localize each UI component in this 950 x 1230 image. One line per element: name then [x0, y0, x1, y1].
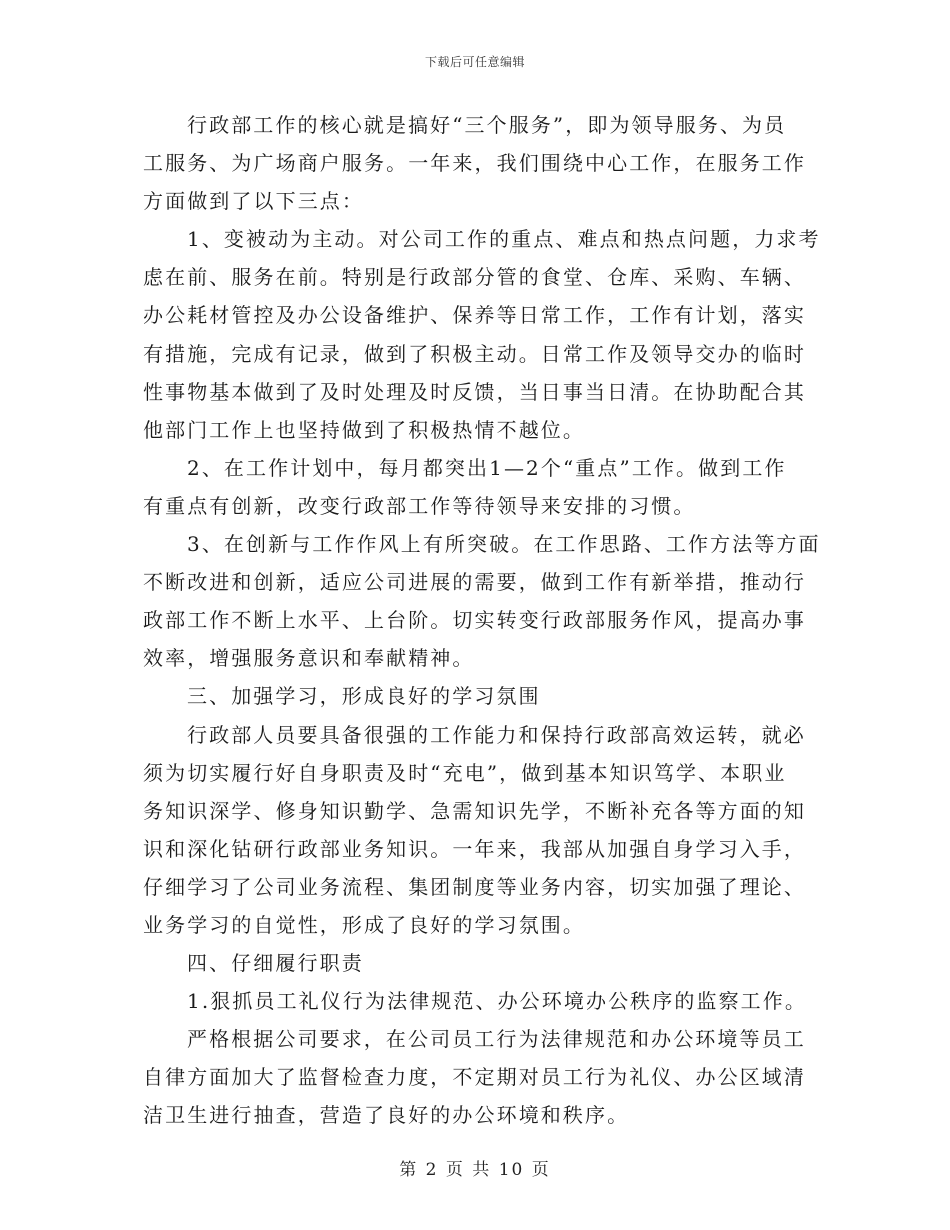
text-line: 识和深化钻研行政部业务知识。一年来，我部从加强自身学习入手，: [143, 836, 806, 861]
text-line: 虑在前、服务在前。特别是行政部分管的食堂、仓库、采购、车辆、: [143, 265, 806, 290]
text-line: 性事物基本做到了及时处理及时反馈，当日事当日清。在协助配合其: [143, 379, 806, 404]
header-note: 下载后可任意编辑: [424, 55, 525, 69]
text-line: 须为切实履行好自身职责及时“充电”，做到基本知识笃学、本职业: [143, 760, 787, 785]
text-line: 务知识深学、修身知识勤学、急需知识先学，不断补充各等方面的知: [143, 798, 806, 823]
text-line: 效率，增强服务意识和奉献精神。: [143, 646, 475, 671]
page-number-footer: 第 2 页 共 10 页: [399, 1160, 551, 1180]
text-line: 不断改进和创新，适应公司进展的需要，做到工作有新举措，推动行: [143, 570, 806, 595]
text-line: 有措施，完成有记录，做到了积极主动。日常工作及领导交办的临时: [143, 341, 806, 366]
text-line: 方面做到了以下三点：: [143, 189, 364, 214]
text-line: 办公耗材管控及办公设备维护、保养等日常工作，工作有计划，落实: [143, 303, 806, 328]
section-heading: 三、加强学习，形成良好的学习氛围: [187, 684, 541, 709]
text-line: 行政部工作的核心就是搞好“三个服务”，即为领导服务、为员: [187, 113, 787, 137]
text-line: 工服务、为广场商户服务。一年来，我们围绕中心工作，在服务工作: [143, 151, 806, 176]
text-line: 他部门工作上也坚持做到了积极热情不越位。: [143, 417, 585, 442]
text-line: 政部工作不断上水平、上台阶。切实转变行政部服务作风，提高办事: [143, 608, 806, 633]
text-line: 2、在工作计划中，每月都突出1—2个“重点”工作。做到工作: [187, 455, 787, 480]
text-line: 行政部人员要具备很强的工作能力和保持行政部高效运转，就必: [187, 722, 806, 747]
body-text: [143, 106, 821, 1135]
text-line: 仔细学习了公司业务流程、集团制度等业务内容，切实加强了理论、: [143, 874, 806, 899]
section-heading: 四、仔细履行职责: [187, 951, 364, 976]
text-line: 严格根据公司要求，在公司员工行为法律规范和办公环境等员工: [187, 1027, 806, 1052]
text-line: 自律方面加大了监督检查力度，不定期对员工行为礼仪、办公区域清: [143, 1065, 806, 1090]
text-line: 1、变被动为主动。对公司工作的重点、难点和热点问题，力求考: [187, 227, 821, 252]
text-line: 有重点有创新，改变行政部工作等待领导来安排的习惯。: [143, 493, 696, 518]
text-line: 业务学习的自觉性，形成了良好的学习氛围。: [143, 912, 585, 937]
text-line: 1.狠抓员工礼仪行为法律规范、办公环境办公秩序的监察工作。: [187, 989, 807, 1014]
text-line: 3、在创新与工作作风上有所突破。在工作思路、工作方法等方面: [187, 532, 821, 557]
text-line: 洁卫生进行抽查，营造了良好的办公环境和秩序。: [143, 1103, 630, 1128]
